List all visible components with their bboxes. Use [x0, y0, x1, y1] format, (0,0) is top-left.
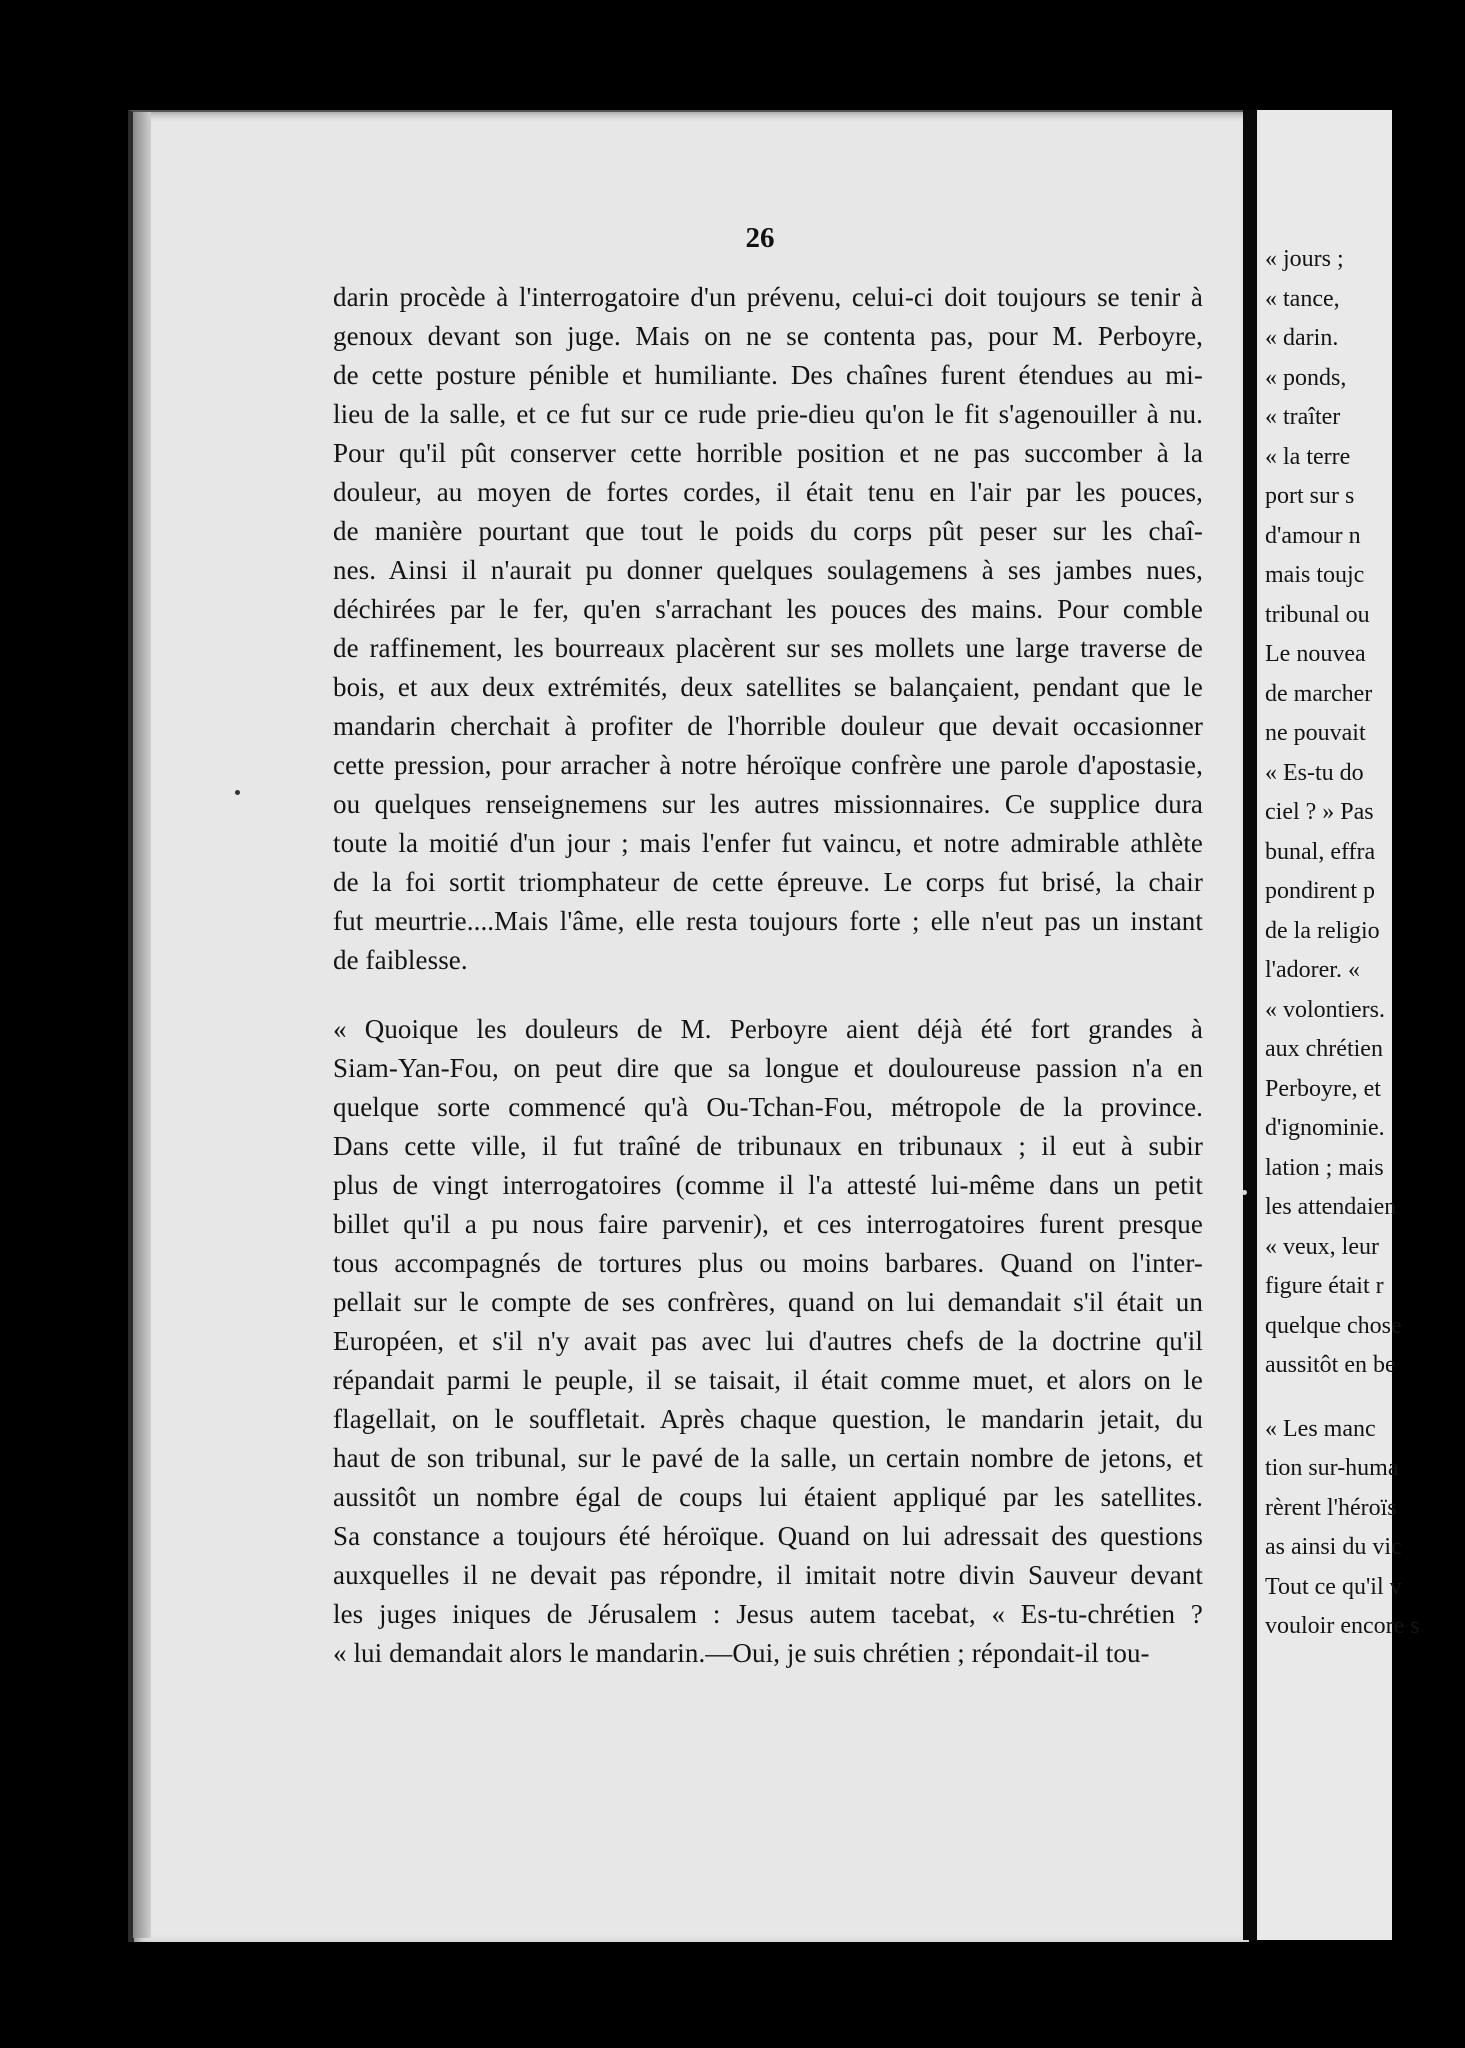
text-line: nes. Ainsi il n'aurait pu donner quelques soulagemens à ses jambes nues,	[333, 555, 1203, 585]
text-line: « lui demandait alors le mandarin.—Oui, je suis chrétien ; répondait-il tou-	[333, 1638, 1150, 1668]
right-page-text-line: as ainsi du vic	[1265, 1534, 1402, 1560]
right-page-text-line: aux chrétien	[1265, 1036, 1383, 1062]
text-line: de manière pourtant que tout le poids du corps pût peser sur les chaî-	[333, 516, 1203, 546]
text-line: genoux devant son juge. Mais on ne se contenta pas, pour M. Perboyre,	[333, 321, 1203, 351]
right-page-text-line: port sur s	[1265, 483, 1355, 509]
right-page-text-line: de marcher	[1265, 680, 1373, 707]
right-page-text-line: « Es-tu do	[1265, 759, 1364, 786]
right-page-text-line: figure était r	[1265, 1273, 1384, 1299]
right-page-text-line: « veux, leur	[1265, 1233, 1379, 1260]
scan-speck	[1242, 1190, 1247, 1195]
right-page-text-line: d'amour n	[1265, 522, 1361, 549]
right-page-text-line: d'ignominie.	[1265, 1115, 1385, 1141]
right-page-text	[1265, 240, 1465, 1647]
right-page-text-line: lation ; mais	[1265, 1154, 1384, 1181]
text-line: billet qu'il a pu nous faire parvenir), et ces interrogatoires furent presque	[333, 1209, 1203, 1239]
text-line: Siam-Yan-Fou, on peut dire que sa longue et douloureuse passion n'a en	[333, 1053, 1203, 1083]
right-page-text-line: l'adorer. «	[1265, 957, 1360, 983]
right-page-text-line: « traîter	[1265, 404, 1341, 430]
text-line: cette pression, pour arracher à notre héroïque confrère une parole d'apostasie,	[333, 750, 1203, 780]
text-line: les juges iniques de Jérusalem : Jesus autem tacebat, « Es-tu-chrétien ?	[333, 1599, 1203, 1629]
paragraph-gap	[1265, 1386, 1465, 1410]
right-page-text-line: « darin.	[1265, 325, 1339, 351]
text-line: pellait sur le compte de ses confrères, quand on lui demandait s'il était un	[333, 1287, 1203, 1317]
text-line: darin procède à l'interrogatoire d'un prévenu, celui-ci doit toujours se tenir à	[333, 282, 1203, 312]
text-line: quelque sorte commencé qu'à Ou-Tchan-Fou, métropole de la province.	[333, 1092, 1203, 1122]
left-page-body-text	[333, 278, 1203, 1673]
text-line: de la foi sortit triomphateur de cette épreuve. Le corps fut brisé, la chair	[333, 867, 1203, 897]
right-page-text-line: Perboyre, et	[1265, 1075, 1381, 1102]
right-page-text-line: rèrent l'héroïs	[1265, 1494, 1397, 1521]
right-page-text-line: aussitôt en be	[1265, 1352, 1396, 1378]
right-page-text-line: ne pouvait	[1265, 720, 1366, 746]
right-page-text-line: quelque chose	[1265, 1312, 1402, 1339]
text-line: tous accompagnés de tortures plus ou moins barbares. Quand on l'inter-	[333, 1248, 1203, 1278]
page-binding-shadow	[133, 112, 151, 1938]
text-line: mandarin cherchait à profiter de l'horrible douleur que devait occasionner	[333, 711, 1203, 741]
right-page-text-line: Tout ce qu'il v	[1265, 1573, 1402, 1600]
text-line: « Quoique les douleurs de M. Perboyre aient déjà été fort grandes à	[333, 1014, 1203, 1044]
text-line: ou quelques renseignemens sur les autres missionnaires. Ce supplice dura	[333, 789, 1203, 819]
right-page-text-line: Le nouvea	[1265, 641, 1366, 667]
text-line: de faiblesse.	[333, 945, 468, 975]
right-page-text-line: mais toujc	[1265, 562, 1365, 588]
text-line: auxquelles il ne devait pas répondre, il imitait notre divin Sauveur devant	[333, 1560, 1203, 1590]
text-line: aussitôt un nombre égal de coups lui étaient appliqué par les satellites.	[333, 1482, 1203, 1512]
right-page-text-line: de la religio	[1265, 917, 1380, 944]
right-page-text-line: « volontiers.	[1265, 996, 1385, 1023]
text-line: de cette posture pénible et humiliante. Des chaînes furent étendues au mi-	[333, 360, 1203, 390]
text-line: flagellait, on le souffletait. Après chaque question, le mandarin jetait, du	[333, 1404, 1203, 1434]
text-line: bois, et aux deux extrémités, deux satellites se balançaient, pendant que le	[333, 672, 1203, 702]
text-line: Européen, et s'il n'y avait pas avec lui d'autres chefs de la doctrine qu'il	[333, 1326, 1203, 1356]
right-page-text-line: « la terre	[1265, 443, 1351, 470]
scan-speck	[235, 790, 240, 795]
text-line: plus de vingt interrogatoires (comme il l'a attesté lui-même dans un petit	[333, 1170, 1203, 1200]
right-page-text-line: « Les manc	[1265, 1415, 1376, 1442]
right-page-text-line: tribunal ou	[1265, 601, 1370, 628]
right-page-text-line: bunal, effra	[1265, 838, 1376, 865]
text-line: toute la moitié d'un jour ; mais l'enfer fut vaincu, et notre admirable athlète	[333, 828, 1203, 858]
text-line: Pour qu'il pût conserver cette horrible position et ne pas succomber à la	[333, 438, 1203, 468]
right-page-text-line: « tance,	[1265, 285, 1340, 312]
book-gutter	[1243, 110, 1257, 1940]
text-line: haut de son tribunal, sur le pavé de la salle, un certain nombre de jetons, et	[333, 1443, 1203, 1473]
right-page-text-line: « ponds,	[1265, 364, 1347, 391]
text-line: de raffinement, les bourreaux placèrent sur ses mollets une large traverse de	[333, 633, 1203, 663]
right-page-text-line: tion sur-huma	[1265, 1455, 1399, 1481]
text-line: Sa constance a toujours été héroïque. Quand on lui adressait des questions	[333, 1521, 1203, 1551]
text-line: fut meurtrie....Mais l'âme, elle resta toujours forte ; elle n'eut pas un instant	[333, 906, 1203, 936]
right-page-text-line: les attendaien	[1265, 1194, 1397, 1220]
right-page-text-line: vouloir encore s	[1265, 1613, 1420, 1639]
paragraph-gap	[333, 980, 1203, 1010]
text-line: répandait parmi le peuple, il se taisait, il était comme muet, et alors on le	[333, 1365, 1203, 1395]
right-page	[1257, 110, 1420, 1940]
right-page-text-line: pondirent p	[1265, 878, 1375, 904]
text-line: Dans cette ville, il fut traîné de tribunaux en tribunaux ; il eut à subir	[333, 1131, 1203, 1161]
text-line: lieu de la salle, et ce fut sur ce rude prie-dieu qu'on le fit s'agenouiller à nu.	[333, 399, 1203, 429]
text-line: déchirées par le fer, qu'en s'arrachant les pouces des mains. Pour comble	[333, 594, 1203, 624]
page-number: 26	[745, 222, 775, 254]
right-page-text-line: ciel ? » Pas	[1265, 799, 1374, 825]
text-line: douleur, au moyen de fortes cordes, il était tenu en l'air par les pouces,	[333, 477, 1203, 507]
right-page-text-line: « jours ;	[1265, 246, 1344, 272]
